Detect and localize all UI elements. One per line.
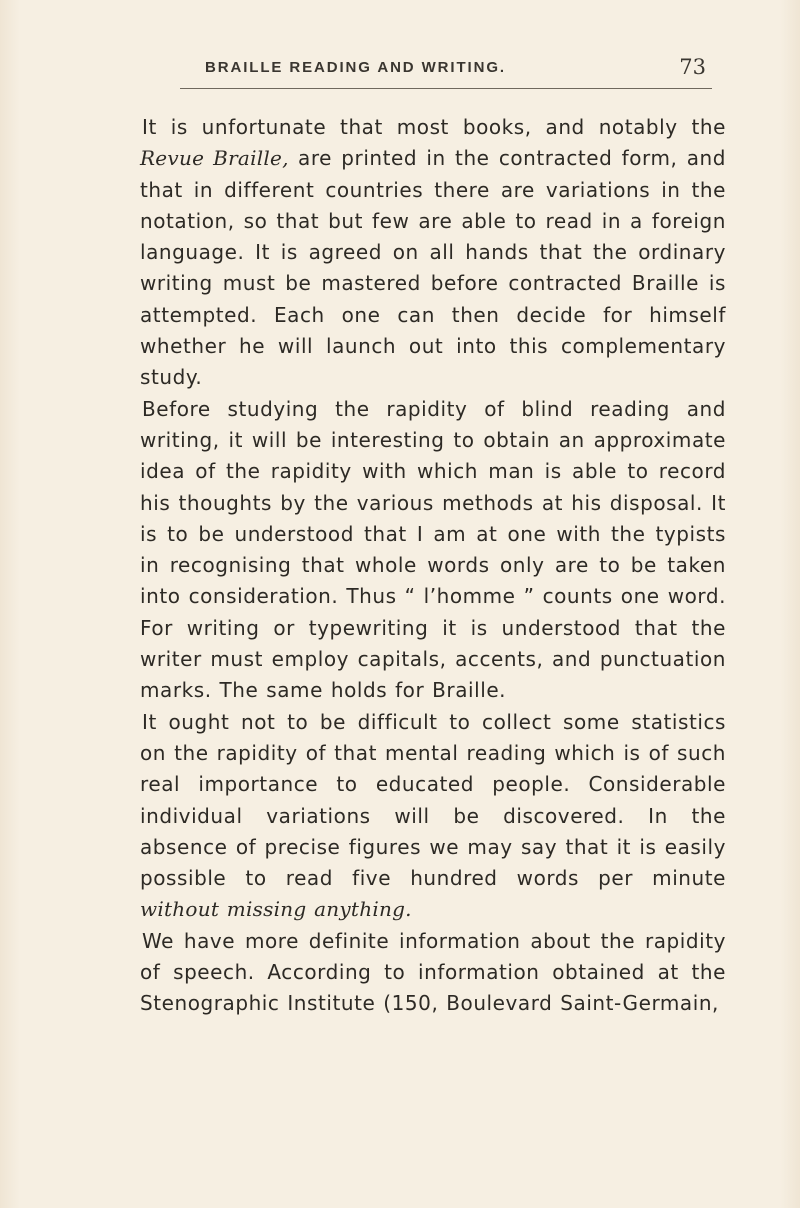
paragraph-3-text-a: It ought not to be difficult to collect some statistics on the rapidity of that mental reading which is of such real importance to educated people. Considerable individual variations will be discovered. In the absence of precise figures we may say that it is easily possible to read five hundred words per minute xyxy=(140,709,726,891)
page-number: 73 xyxy=(679,55,706,79)
header-rule xyxy=(180,88,712,89)
paragraph-2 xyxy=(140,394,726,707)
emphasis-text: without missing anything. xyxy=(140,897,412,922)
paragraph-2-text: Before studying the rapidity of blind reading and writing, it will be interesting to obtain an approximate idea of the rapidity with which man is able to record his thoughts by the various methods at his disposal. It is to be understood that I am at one with the typists in recognising that whole words only are to be taken into consideration. Thus “ l’homme ” counts one word. For writing or typewriting it is understood that the writer must employ capitals, accents, and punctuation marks. The same holds for Braille. xyxy=(140,396,726,703)
paragraph-3 xyxy=(140,707,726,926)
paragraph-1-text-a: It is unfortunate that most books, and notably the xyxy=(142,115,726,139)
paragraph-4-text: We have more definite information about the rapidity of speech. According to information obtained at the Stenographic Institute (150, Boulevard Saint-Germain, xyxy=(140,928,726,1016)
running-title: BRAILLE READING AND WRITING. xyxy=(205,59,506,76)
page-text xyxy=(140,112,726,1020)
paragraph-4 xyxy=(140,926,726,1020)
paragraph-1 xyxy=(140,112,726,394)
journal-title: Revue Braille, xyxy=(140,146,289,171)
paragraph-1-text-b: are printed in the contracted form, and that in different countries there are variations in the notation, so that but few are able to read in a foreign language. It is agreed on all hands that the ordinary writing must be mastered before contracted Braille is attempted. Each one can then decide for himself whether he will launch out into this complementary study. xyxy=(140,146,726,390)
